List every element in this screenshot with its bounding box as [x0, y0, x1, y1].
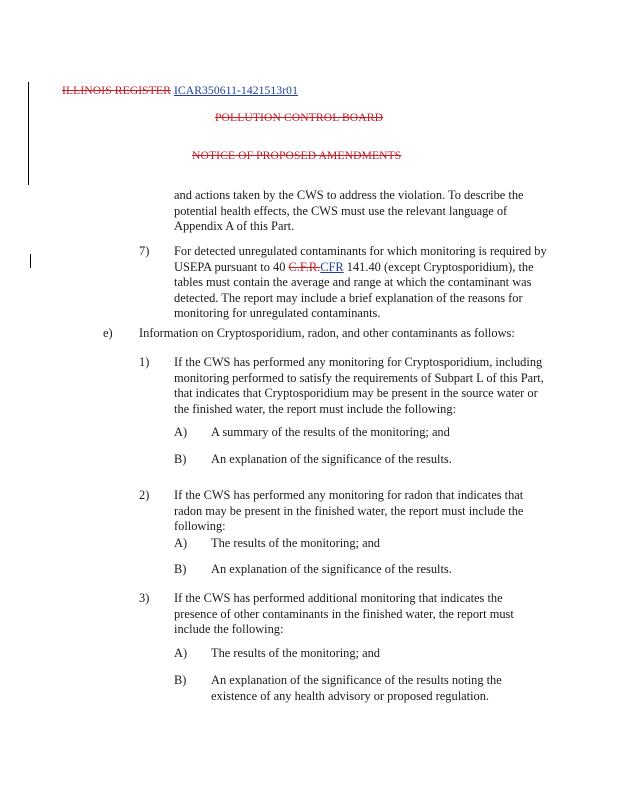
item-2-a-label: A) — [174, 536, 188, 550]
board-title: POLLUTION CONTROL BOARD — [215, 111, 384, 124]
continuation-paragraph — [174, 188, 524, 235]
text-line: tables must contain the average and range at which the contaminant was — [174, 275, 532, 290]
item-1-a-text: A summary of the results of the monitoring; and — [211, 425, 450, 439]
notice-title: NOTICE OF PROPOSED AMENDMENTS — [192, 149, 402, 162]
text-line: monitoring performed to satisfy the requirements of Subpart L of this Part, — [174, 370, 544, 385]
item-7-text — [174, 244, 547, 322]
text-line: detected. The report may include a brief explanation of the reasons for — [174, 290, 523, 305]
item-3-number: 3) — [139, 591, 150, 605]
text-line: radon may be present in the finished water, the report must include the — [174, 503, 524, 518]
item-2-number: 2) — [139, 488, 150, 502]
section-e-text: Information on Cryptosporidium, radon, and other contaminants as follows: — [139, 326, 515, 340]
text-line: USEPA pursuant to 40 C.F.R.CFR 141.40 (except Cryptosporidium), the — [174, 259, 534, 274]
text-line: that indicates that Cryptosporidium may be present in the source water or — [174, 386, 538, 401]
section-e-label: e) — [103, 326, 113, 340]
text-line: For detected unregulated contaminants for which monitoring is required by — [174, 244, 547, 258]
change-bar-header — [28, 82, 29, 185]
item-2-b-text: An explanation of the significance of the results. — [211, 562, 452, 576]
item-7-number: 7) — [139, 244, 150, 258]
text-line: following: — [174, 519, 226, 534]
change-bar-item7 — [30, 254, 31, 268]
citation-inserted: CFR — [320, 259, 344, 274]
register-header — [62, 84, 298, 97]
text-line: If the CWS has performed any monitoring for radon that indicates that — [174, 488, 524, 502]
item-1-b-label: B) — [174, 452, 187, 466]
item-2-text — [174, 488, 523, 535]
text-line: An explanation of the significance of the results noting the — [211, 673, 502, 687]
register-deleted: ILLINOIS REGISTER — [62, 84, 171, 97]
item-2-b-label: B) — [174, 562, 187, 576]
text-line: Appendix A of this Part. — [174, 219, 295, 234]
item-2-a-text: The results of the monitoring; and — [211, 536, 380, 550]
item-1-text — [174, 355, 544, 417]
item-3-b-text — [211, 673, 502, 704]
text-line: and actions taken by the CWS to address the violation. To describe the — [174, 188, 524, 202]
text-line: potential health effects, the CWS must use the relevant language of — [174, 203, 508, 218]
item-3-text — [174, 591, 514, 638]
item-3-a-text: The results of the monitoring; and — [211, 646, 380, 660]
item-3-a-label: A) — [174, 646, 188, 660]
citation-deleted: C.F.R. — [288, 259, 321, 274]
text-line: existence of any health advisory or proposed regulation. — [211, 688, 490, 703]
text-line: presence of other contaminants in the finished water, the report must — [174, 606, 514, 621]
register-inserted: ICAR350611-1421513r01 — [173, 84, 298, 97]
text-line: If the CWS has performed any monitoring for Cryptosporidium, including — [174, 355, 543, 369]
text-line: monitoring for unregulated contaminants. — [174, 306, 381, 321]
text-line: the finished water, the report must include the following: — [174, 401, 457, 416]
item-3-b-label: B) — [174, 673, 187, 687]
item-1-b-text: An explanation of the significance of the results. — [211, 452, 452, 466]
text-line: include the following: — [174, 622, 284, 637]
text-line: If the CWS has performed additional monitoring that indicates the — [174, 591, 503, 605]
item-1-number: 1) — [139, 355, 150, 369]
item-1-a-label: A) — [174, 425, 188, 439]
